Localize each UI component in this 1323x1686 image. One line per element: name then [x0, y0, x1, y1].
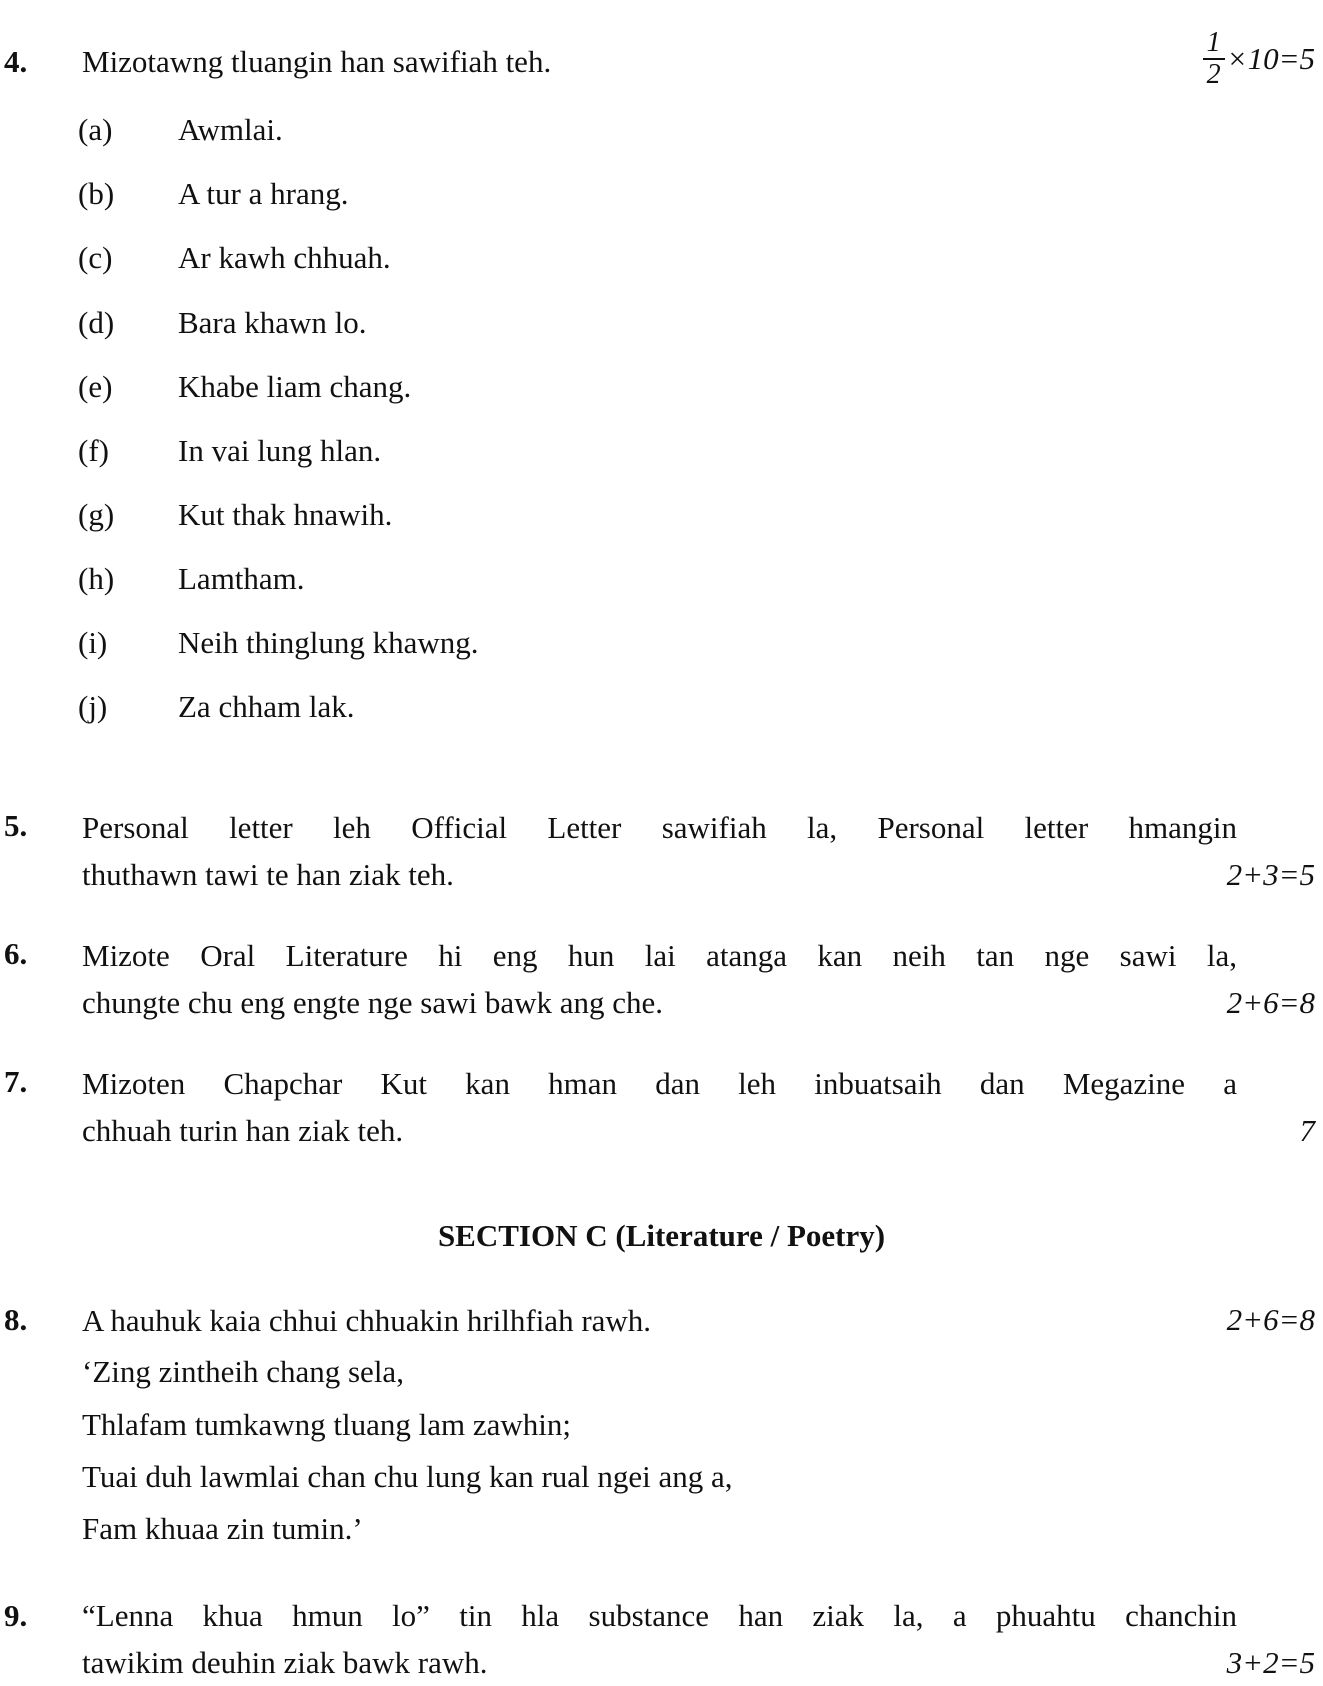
marks: 7: [1299, 1113, 1315, 1148]
sub-item-text: Kut thak hnawih.: [178, 497, 393, 532]
sub-item-text: Khabe liam chang.: [178, 369, 412, 404]
sub-item-label: (d): [78, 305, 115, 340]
marks-q4: [1203, 28, 1315, 90]
marks: 2+6=8: [1226, 1302, 1315, 1337]
sub-item-text: A tur a hrang.: [178, 176, 349, 211]
sub-item-label: (e): [78, 369, 113, 404]
question-number: 4.: [4, 44, 28, 79]
sub-item-label: (i): [78, 625, 108, 660]
sub-item-text: Ar kawh chhuah.: [178, 240, 391, 275]
question-number: 7.: [4, 1064, 28, 1099]
poem-line: Tuai duh lawmlai chan chu lung kan rual ngei ang a,: [82, 1459, 733, 1494]
sub-item-text: Lamtham.: [178, 561, 305, 596]
question-text: [82, 1060, 1237, 1154]
sub-item-label: (g): [78, 497, 115, 532]
sub-item-text: Neih thinglung khawng.: [178, 625, 479, 660]
question-number: 8.: [4, 1302, 28, 1337]
fraction-numerator: 1: [1206, 27, 1221, 58]
question-line: Mizote Oral Literature hi eng hun lai atanga kan neih tan nge sawi la,: [82, 938, 1237, 973]
question-line: chhuah turin han ziak teh.: [82, 1113, 404, 1148]
sub-item-label: (h): [78, 561, 115, 596]
marks: 3+2=5: [1226, 1645, 1315, 1680]
sub-item-text: In vai lung hlan.: [178, 433, 382, 468]
question-line: “Lenna khua hmun lo” tin hla substance han ziak la, a phuahtu chanchin: [82, 1598, 1237, 1633]
question-number: 9.: [4, 1598, 28, 1633]
question-line: Personal letter leh Official Letter sawifiah la, Personal letter hmangin: [82, 810, 1237, 845]
question-text: [82, 804, 1237, 898]
question-text: [82, 1592, 1237, 1686]
question-line: chungte chu eng engte nge sawi bawk ang che.: [82, 985, 664, 1020]
section-heading: SECTION C (Literature / Poetry): [437, 1218, 886, 1253]
poem-line: ‘Zing zintheih chang sela,: [82, 1354, 404, 1389]
sub-item-label: (a): [78, 112, 113, 147]
question-line: Mizoten Chapchar Kut kan hman dan leh inbuatsaih dan Megazine a: [82, 1066, 1237, 1101]
question-text: [82, 932, 1237, 1026]
question-text: A hauhuk kaia chhui chhuakin hrilhfiah rawh.: [82, 1303, 652, 1338]
sub-item-label: (f): [78, 433, 109, 468]
question-number: 5.: [4, 808, 28, 843]
question-line: thuthawn tawi te han ziak teh.: [82, 857, 454, 892]
sub-item-text: Bara khawn lo.: [178, 305, 367, 340]
fraction: [1203, 28, 1225, 90]
poem-line: Thlafam tumkawng tluang lam zawhin;: [82, 1407, 571, 1442]
sub-item-label: (b): [78, 176, 115, 211]
question-number: 6.: [4, 936, 28, 971]
sub-item-text: Za chham lak.: [178, 689, 355, 724]
sub-item-label: (c): [78, 240, 113, 275]
question-line: tawikim deuhin ziak bawk rawh.: [82, 1645, 488, 1680]
marks-rest: ×10=5: [1226, 41, 1315, 76]
sub-item-label: (j): [78, 689, 108, 724]
marks: 2+6=8: [1226, 985, 1315, 1020]
poem-line: Fam khuaa zin tumin.’: [82, 1511, 363, 1546]
sub-item-text: Awmlai.: [178, 112, 283, 147]
question-text: Mizotawng tluangin han sawifiah teh.: [82, 44, 552, 79]
fraction-denominator: 2: [1206, 59, 1221, 90]
marks: 2+3=5: [1226, 857, 1315, 892]
